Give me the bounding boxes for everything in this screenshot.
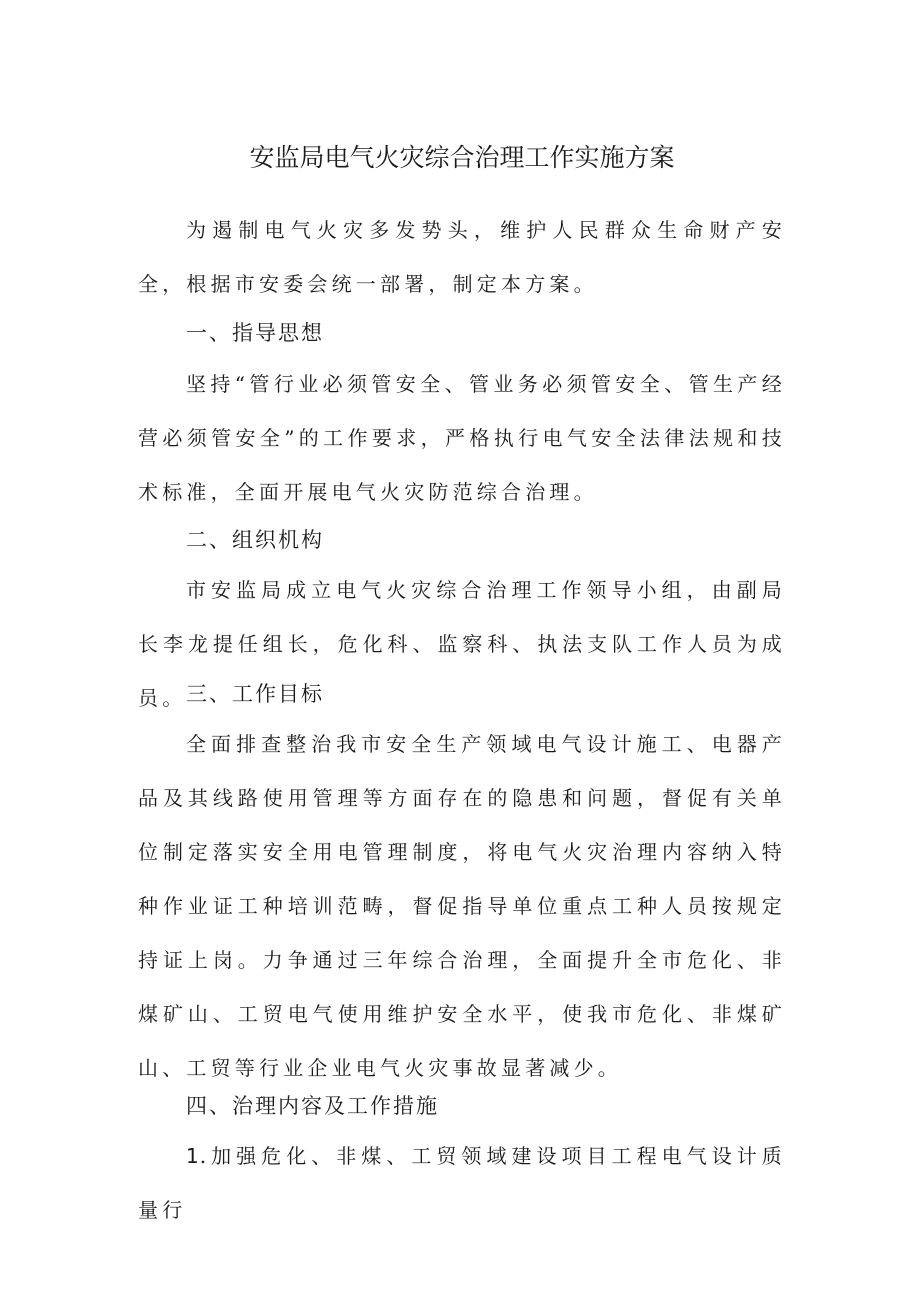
section-heading-guiding-ideology: 一、指导思想 bbox=[186, 321, 324, 345]
section-paragraph-guiding-ideology: 坚持“管行业必须管安全、管业务必须管安全、管生产经营必须管安全”的工作要求，严格执行电气安全法律法规和技术标准，全面开展电气火灾防范综合治理。 bbox=[138, 372, 786, 504]
list-item-number: 1 bbox=[186, 1144, 200, 1168]
intro-paragraph: 为遏制电气火灾多发势头，维护人民群众生命财产安全，根据市安委会统一部署，制定本方案。 bbox=[138, 218, 786, 296]
document-title: 安监局电气火灾综合治理工作实施方案 bbox=[249, 143, 675, 172]
section-heading-work-goals: 三、工作目标 bbox=[186, 682, 324, 706]
section-paragraph-work-goals: 全面排查整治我市安全生产领域电气设计施工、电器产品及其线路使用管理等方面存在的隐患和问题，督促有关单位制定落实安全用电管理制度，将电气火灾治理内容纳入特种作业证工种培训范畴，督促指导单位重点工种人员按规定持证上岗。力争通过三年综合治理，全面提升全市危化、非煤矿山、工贸电气使用维护安全水平，使我市危化、非煤矿山、工贸等行业企业电气火灾事故显著减少。 bbox=[138, 732, 786, 1080]
document-page bbox=[138, 0, 786, 1301]
section-heading-governance-measures: 四、治理内容及工作措施 bbox=[186, 1094, 439, 1118]
section-paragraph-organization: 市安监局成立电气火灾综合治理工作领导小组，由副局长李龙提任组长，危化科、监察科、执法支队工作人员为成员。 bbox=[138, 578, 786, 710]
list-item-text: .加强危化、非煤、工贸领域建设项目工程电气设计质量行 bbox=[138, 1144, 786, 1222]
section-heading-organization: 二、组织机构 bbox=[186, 528, 324, 552]
section-paragraph-governance-measures bbox=[138, 1129, 786, 1237]
